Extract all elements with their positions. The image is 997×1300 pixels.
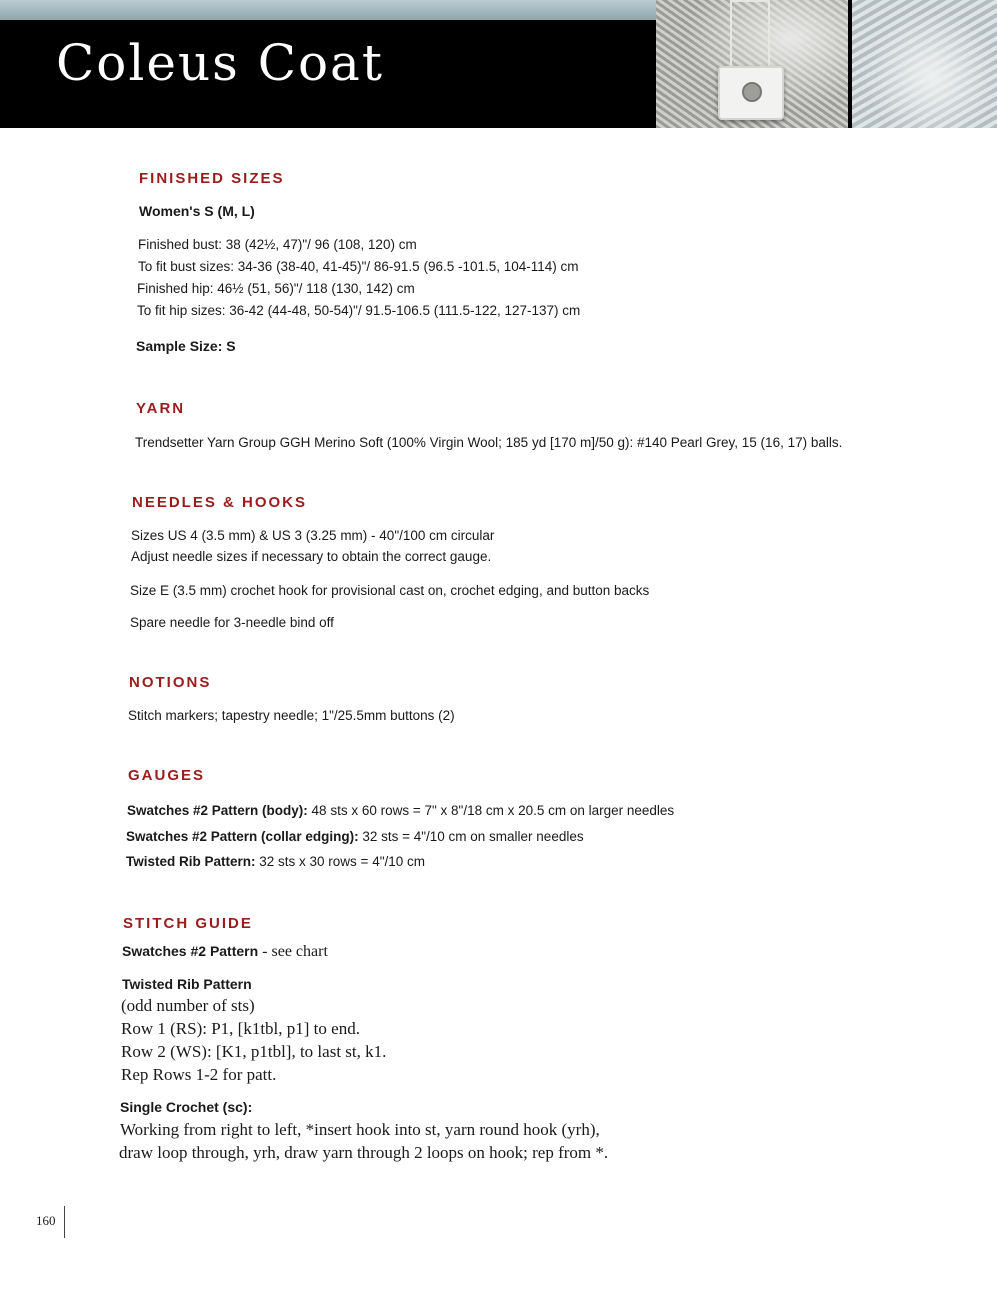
gauge-collar	[126, 829, 584, 844]
single-crochet-title: Single Crochet (sc):	[120, 1099, 253, 1115]
needle-adjust-note: Adjust needle sizes if necessary to obtain the correct gauge.	[131, 549, 492, 564]
yarn-description: Trendsetter Yarn Group GGH Merino Soft (100% Virgin Wool; 185 yd [170 m]/50 g): #140 Pearl Grey, 15 (16, 17) balls.	[135, 435, 843, 450]
single-crochet-line: Working from right to left, *insert hook into st, yarn round hook (yrh),	[120, 1120, 600, 1139]
fit-bust-sizes: To fit bust sizes: 34-36 (38-40, 41-45)"/ 86-91.5 (96.5 -101.5, 104-114) cm	[138, 259, 579, 274]
stitch-guide-heading: STITCH GUIDE	[123, 915, 253, 932]
gauge-value: 32 sts x 30 rows = 4"/10 cm	[255, 854, 426, 869]
gauge-value: 48 sts x 60 rows = 7" x 8"/18 cm x 20.5 cm on larger needles	[307, 803, 675, 818]
single-crochet-line: draw loop through, yrh, draw yarn through 2 loops on hook; rep from *.	[119, 1143, 609, 1162]
yarn-heading: YARN	[136, 400, 186, 417]
needles-heading: NEEDLES & HOOKS	[132, 494, 308, 511]
gauge-twisted-rib	[126, 854, 425, 869]
swatch-pattern-line	[122, 943, 328, 961]
bag-handle	[730, 0, 770, 72]
gauge-value: 32 sts = 4"/10 cm on smaller needles	[358, 829, 584, 844]
sizes-line: Women's S (M, L)	[139, 203, 255, 219]
swatch-pattern-label: Swatches #2 Pattern	[122, 943, 259, 959]
page-header	[0, 0, 997, 128]
swatch-pattern-value: - see chart	[258, 943, 328, 960]
twisted-rib-title: Twisted Rib Pattern	[122, 976, 252, 992]
twisted-rib-line: Row 2 (WS): [K1, p1tbl], to last st, k1.	[121, 1042, 387, 1061]
page-number-divider	[64, 1206, 65, 1238]
crochet-hook: Size E (3.5 mm) crochet hook for provisional cast on, crochet edging, and button backs	[130, 583, 650, 598]
needle-sizes: Sizes US 4 (3.5 mm) & US 3 (3.25 mm) - 40"/100 cm circular	[131, 528, 495, 543]
gauge-body	[127, 803, 674, 818]
finished-sizes-heading: FINISHED SIZES	[139, 170, 285, 187]
twisted-rib-line: Row 1 (RS): P1, [k1tbl, p1] to end.	[121, 1019, 360, 1038]
finished-bust: Finished bust: 38 (42½, 47)"/ 96 (108, 120) cm	[138, 237, 417, 252]
finished-hip: Finished hip: 46½ (51, 56)"/ 118 (130, 142) cm	[137, 281, 415, 296]
bag-clasp	[742, 82, 762, 102]
notions-list: Stitch markers; tapestry needle; 1"/25.5mm buttons (2)	[128, 708, 455, 723]
page-number: 160	[36, 1213, 56, 1228]
gauge-label: Swatches #2 Pattern (body):	[127, 803, 308, 818]
fit-hip-sizes: To fit hip sizes: 36-42 (44-48, 50-54)"/ 91.5-106.5 (111.5-122, 127-137) cm	[137, 303, 581, 318]
sample-size: Sample Size: S	[136, 338, 236, 354]
twisted-rib-line: (odd number of sts)	[121, 996, 255, 1015]
page-title: Coleus Coat	[56, 34, 384, 92]
coat-photo-with-bag	[656, 0, 848, 128]
notions-heading: NOTIONS	[129, 674, 212, 691]
header-strip	[0, 0, 660, 20]
gauge-label: Twisted Rib Pattern:	[126, 854, 256, 869]
gauge-label: Swatches #2 Pattern (collar edging):	[126, 829, 359, 844]
spare-needle: Spare needle for 3-needle bind off	[130, 615, 334, 630]
coat-photo-detail	[852, 0, 997, 128]
twisted-rib-line: Rep Rows 1-2 for patt.	[121, 1065, 277, 1084]
handbag	[718, 66, 784, 120]
gauges-heading: GAUGES	[128, 767, 206, 784]
